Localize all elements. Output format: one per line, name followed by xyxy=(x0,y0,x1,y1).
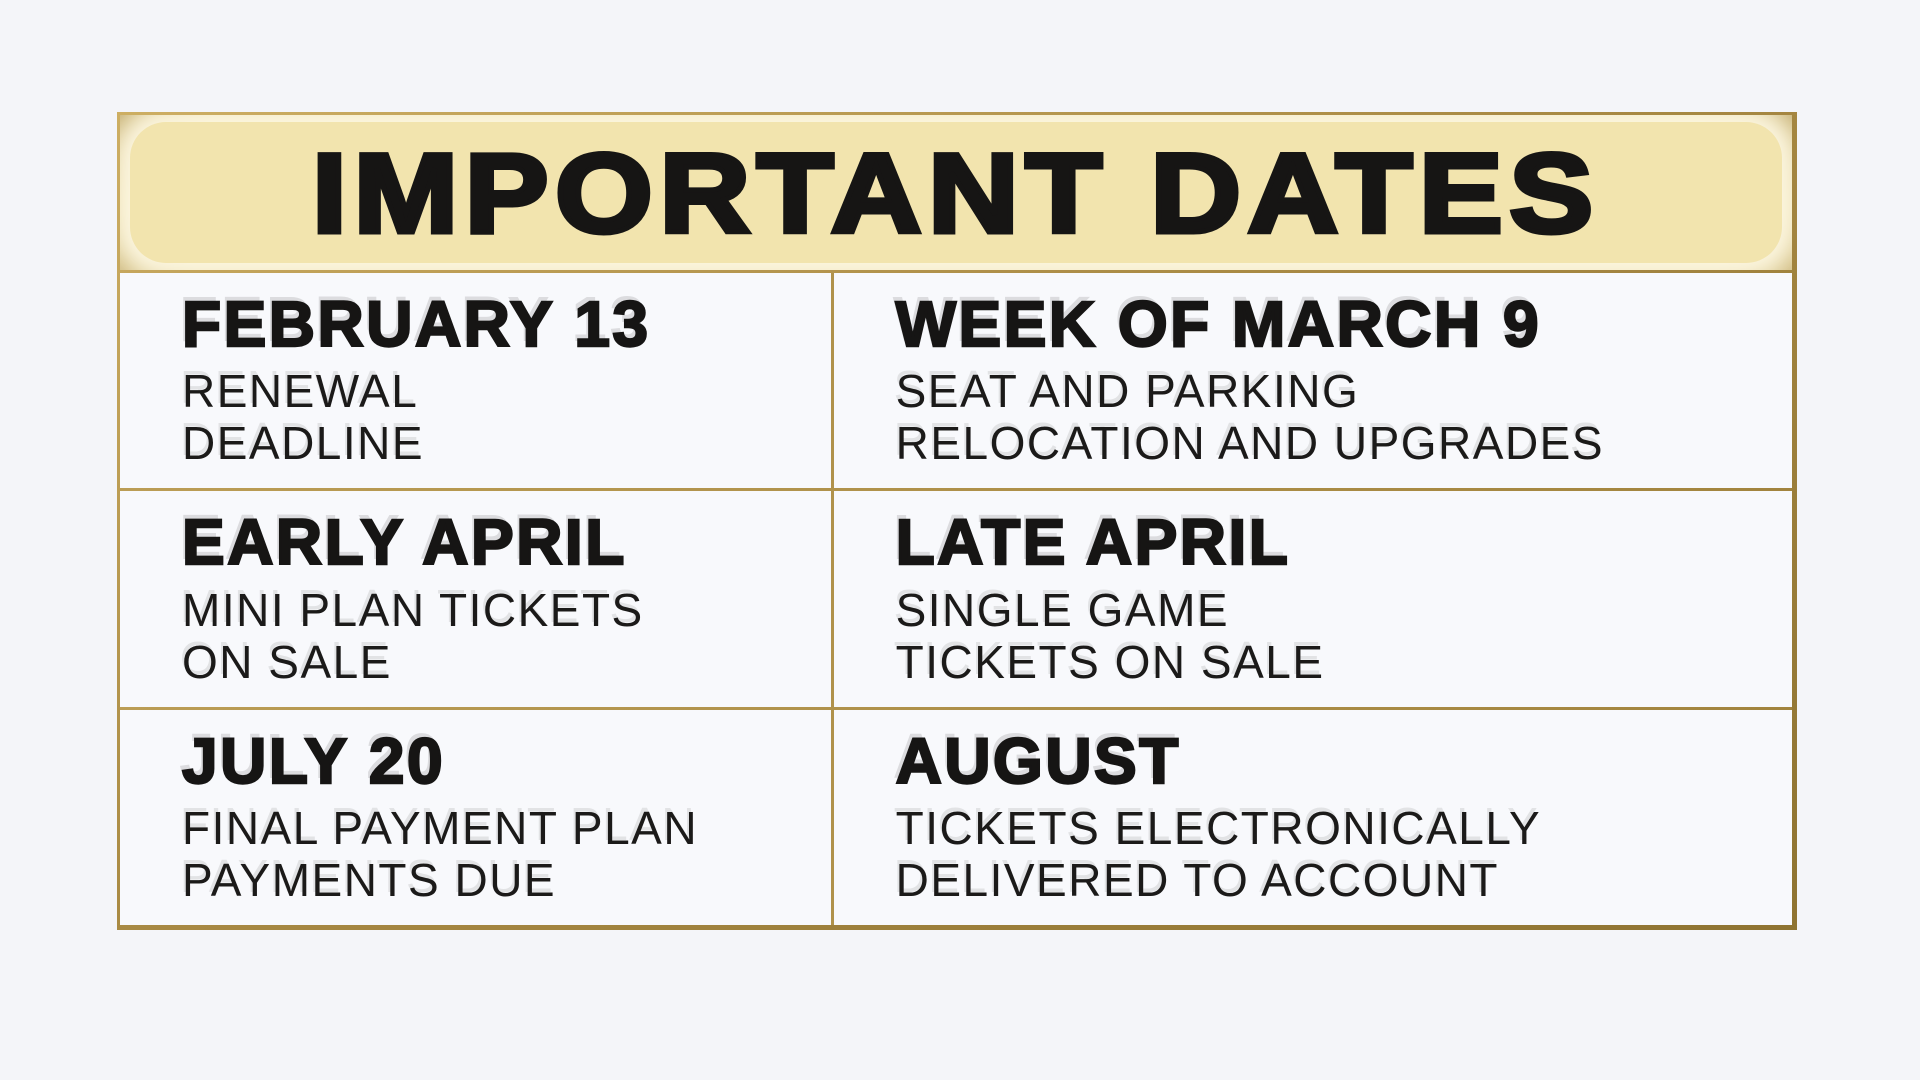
banner-title: IMPORTANT DATES xyxy=(312,130,1600,256)
date-description-line: FINAL PAYMENT PLAN xyxy=(182,801,699,854)
date-description-line: TICKETS ON SALE xyxy=(895,635,1325,688)
important-dates-banner xyxy=(120,115,1792,270)
date-description-line: DELIVERED TO ACCOUNT xyxy=(895,853,1500,906)
date-cell-february-13 xyxy=(120,273,831,488)
date-heading: AUGUST xyxy=(895,724,1181,797)
dates-table xyxy=(120,273,1792,925)
date-description-line: SEAT AND PARKING xyxy=(895,365,1360,418)
date-description-line: MINI PLAN TICKETS xyxy=(182,583,644,636)
date-description-line: ON SALE xyxy=(182,635,392,688)
date-heading: WEEK OF MARCH 9 xyxy=(895,288,1542,361)
important-dates-board xyxy=(117,112,1797,930)
date-cell-week-of-march-9 xyxy=(834,273,1792,488)
date-cell-late-april xyxy=(834,491,1792,706)
date-description-line: PAYMENTS DUE xyxy=(182,853,557,906)
date-description-line: SINGLE GAME xyxy=(895,583,1230,636)
date-cell-early-april xyxy=(120,491,831,706)
date-cell-august xyxy=(834,710,1792,925)
date-description-line: RENEWAL xyxy=(182,365,419,418)
date-description-line: RELOCATION AND UPGRADES xyxy=(895,417,1605,470)
date-cell-july-20 xyxy=(120,710,831,925)
date-heading: JULY 20 xyxy=(182,724,446,797)
date-heading: LATE APRIL xyxy=(895,506,1291,579)
date-heading: EARLY APRIL xyxy=(182,506,627,579)
date-description-line: TICKETS ELECTRONICALLY xyxy=(895,801,1542,854)
date-heading: FEBRUARY 13 xyxy=(182,288,651,361)
date-description-line: DEADLINE xyxy=(182,417,425,470)
